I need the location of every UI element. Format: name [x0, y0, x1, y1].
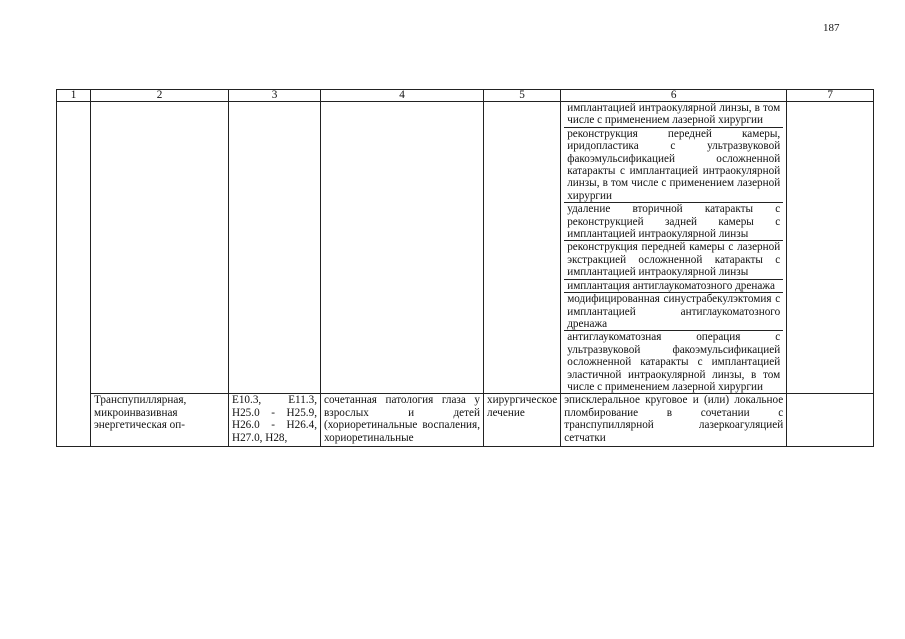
procedure-type-cell: Транспупиллярная, микроинвазивная энергетическая оп- [91, 394, 229, 447]
medical-procedures-table [56, 89, 874, 447]
procedure-method-cell: эписклеральное круговое и (или) локальное пломбирование в сочетании с транспупиллярной лазеркоагуляцией сетчатки [561, 394, 787, 447]
icd-codes-cell: E10.3, E11.3, H25.0 - H25.9, H26.0 - H26.4, H27.0, H28, [229, 394, 321, 447]
cell-col5-empty [484, 102, 561, 394]
procedure-item: имплантацией интраокулярной линзы, в том числе с применением лазерной хирургии [564, 102, 783, 128]
header-cell-1: 1 [57, 90, 91, 102]
header-cell-3: 3 [229, 90, 321, 102]
cell-col7 [787, 394, 874, 447]
procedures-list-cell [561, 102, 787, 394]
procedure-item: модифицированная синустрабекулэктомия с имплантацией антиглаукоматозного дренажа [564, 293, 783, 331]
procedure-item: имплантация антиглаукоматозного дренажа [564, 280, 783, 293]
treatment-type-cell: хирургическое лечение [484, 394, 561, 447]
cell-col1 [57, 102, 91, 447]
cell-col3-empty [229, 102, 321, 394]
table-header-row [57, 90, 874, 102]
table-row [57, 394, 874, 447]
continuation-row [57, 102, 874, 394]
procedure-item: реконструкция передней камеры, иридопластика с ультразвуковой факоэмульсификацией осложненной катаракты с имплантацией интраокулярной линзы, в том числе с применением лазерной хирургии [564, 128, 783, 203]
procedure-item: антиглаукоматозная операция с ультразвуковой факоэмульсификацией осложненной катаракты с имплантацией эластичной интраокулярной линзы, в том числе с применением лазерной хирургии [567, 331, 781, 393]
header-cell-5: 5 [484, 90, 561, 102]
pathology-cell: сочетанная патология глаза у взрослых и детей (хориоретинальные воспаления, хориоретинальные [321, 394, 484, 447]
header-cell-6: 6 [561, 90, 787, 102]
page-number: 187 [823, 22, 840, 34]
cell-col4-empty [321, 102, 484, 394]
procedure-item: реконструкция передней камеры с лазерной экстракцией осложненной катаракты с имплантацией интраокулярной линзы [564, 241, 783, 279]
header-cell-4: 4 [321, 90, 484, 102]
procedure-item: удаление вторичной катаракты с реконструкцией задней камеры с имплантацией интраокулярной линзы [564, 203, 783, 241]
header-cell-2: 2 [91, 90, 229, 102]
cell-col7-empty [787, 102, 874, 394]
header-cell-7: 7 [787, 90, 874, 102]
cell-col2-empty [91, 102, 229, 394]
